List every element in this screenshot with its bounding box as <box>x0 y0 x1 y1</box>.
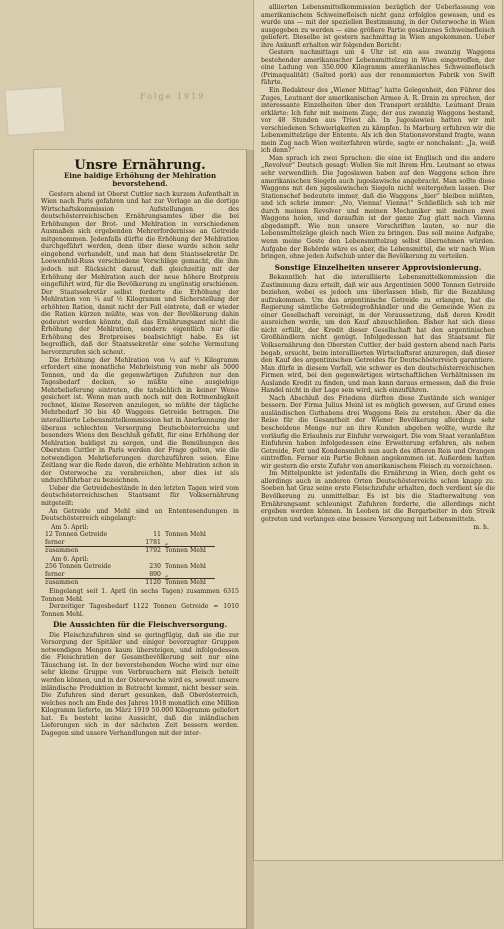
table-cell: 11 <box>153 531 161 539</box>
delivery-table-2 <box>45 556 239 587</box>
table-cell: Tonnen Mehl <box>165 531 206 539</box>
table-cell: 1781 <box>145 538 161 546</box>
table-cell: ferner <box>45 570 65 578</box>
clipping-gap <box>246 150 254 929</box>
table-sum-row <box>45 546 215 555</box>
right-clipping <box>254 0 502 860</box>
paragraph: Bekanntlich hat die interalliierte Lebensmittelkommission die Zustimmung dazu erteilt, daß wir aus Argentinien 5000 Tonnen Getreide beziehen, wobei es jedoch uns überlassen blieb, für die Bezahlung aufzukommen. Um das argentinische Getreide zu erlangen, hat die Regierung sämtliche Getreidegroßhändler und die Gemeinde Wien zu einer Gesellschaft vereinigt, in der Voraussetzung, daß deren Kredit ausreichen werde, um den Kauf abzuschließen. Bisher hat sich diese nicht erfüllt, der Kredit dieser Gesellschaft hat den argentinischen Großhändlern nicht genügt. Infolgedessen hat das Staatsamt für Volksernährung den Obersten Cuttler, der bald gestern abend nach Paris begab, ersucht, beim interalliierten Wirtschaftsrat anzuregen, daß dieser den Kauf des argentinischen Getreides für Deutschösterreich garantiere. Man dürfe in diesem Vorfall, wie schwer es den deutschösterreichischen Firmen wird, bei den gegenwärtigen wirtschaftlichen Verhältnissen im Auslande Kredit zu finden, und man kann daraus ermessen, daß die freie Handel nicht in der Lage sein wird, sich einzuführen. <box>261 274 495 395</box>
right-column <box>254 0 502 532</box>
table-row <box>45 571 239 579</box>
table-cell: „ <box>165 538 169 546</box>
tape-strip <box>4 86 65 136</box>
table-cell: zusammen <box>45 547 79 555</box>
left-clipping <box>34 150 246 928</box>
table-cell: „ <box>165 570 169 578</box>
section-heading: Die Aussichten für die Fleischversorgung. <box>52 620 228 630</box>
table-cell: 1120 <box>145 579 161 587</box>
paragraph: An Getreide und Mehl sind an Ententesendungen in Deutschösterreich eingelangt: <box>41 507 239 523</box>
table-sum-row <box>45 578 215 587</box>
delivery-table-1 <box>45 524 239 555</box>
author-signature: m. h. <box>473 524 489 532</box>
table-cell: zusammen <box>45 579 79 587</box>
paragraph: Gestern abend ist Oberst Cuttler nach kurzem Aufenthalt in Wien nach Paris gefahren und hat zur Vorlage an die dortige Wirtschaftskommission Aufstellungen des deutschösterreichischen Ernährungsamtes über die bei Erhöhungen der Brot- und Mehlration in verschiedenen Ausmaßen sich ergebenden Mehrerfordernisse an Getreide mitgenommen. Jedenfalls dürfte die Erhöhung der Mehlration durchgeführt werden, denn über diese wurde schon sehr eingehend verhandelt, und man hat dem Staatssekretär Dr. Loewenfeld-Russ verschiedene Vorschläge gemacht, die ihm jedoch mit Rücksicht darauf, daß gleichzeitig mit der Erhöhung der Mehlration auch der neue höhere Brotpreis eingeführt wird, für die Bevölkerung zu ungünstig erschienen. Der Staatssekretär selbst forderte die Erhöhung der Mehlration von ¼ auf ½ Kilogramm und Sicherstellung der erhöhten Ration, damit nicht der Fall eintrete, daß er wieder die Ration kürzen müßte, was von der Bevölkerung dahin gedeutet werden könnte, daß das Ernährungsamt nicht die Erhöhung der Mehlration, sondern eigentlich nur die Erhöhung des Brotpreises beabsichtigt habe. Es ist begreiflich, daß der Staatssekretär eine solche Vermutung hervorzurufen sich scheut. <box>41 190 239 357</box>
table-cell: 230 <box>149 563 161 571</box>
table-cell: 12 Tonnen Getreide <box>45 531 108 539</box>
left-column <box>34 150 246 737</box>
paragraph: Eingelangt seit 1. April (in sechs Tagen) zusammen 6315 Tonnen Mehl. <box>41 587 239 603</box>
table-cell: 890 <box>149 570 161 578</box>
paragraph: Ueber die Getreidebestände in den letzten Tagen wird vom deutschösterreichischen Staatsamt für Volksernährung mitgeteilt: <box>41 484 239 507</box>
paragraph: Die Erhöhung der Mehlration von ¼ auf ½ Kilogramm erfordert eine monatliche Mehrleistung von mehr als 5000 Tonnen, und da die gegenwärtigen Zufuhren nur den Tagesbedarf decken, so müßte eine ausgiebige Mehrbelieferung eintreten, die tatsächlich in keiner Weise gesichert ist. Wenn man auch noch mit den Rottmenbigkeit rechnet, kleine Reserven anzulegen, so müßte der tägliche Mehrbedarf 30 bis 40 Waggons Getreide betragen. Die interalliierte Lebensmittelkommission hat in Anerkennung der überaus schlechten Versorgung Deutschösterreichs und besonders Wiens den Beschluß gefaßt, für eine Erhöhung der Mehlration baldigst zu sorgen, und die Bemühungen des Obersten Cuttler in Paris werden der Frage gelten, wie die notwendigen Mehrlieferungen durchzuführen seien. Eine Zeitlang war die Rede davon, die erhöhte Mehlration schon in der Osterwoche zu verabreichen, aber dies ist als undurchführbar zu bezeichnen. <box>41 356 239 485</box>
table-cell: Tonnen Mehl <box>165 563 206 571</box>
table-date: Am 6. April: <box>51 555 89 563</box>
table-cell: 256 Tonnen Getreide <box>45 563 112 571</box>
paragraph: Ein Redakteur des „Wiener Mittag“ hatte Gelegenheit, den Führer des Zuges, Leutnant der amerikanischen Armee A. R. Drain zu sprechen, der interessante Einzelheiten über den Transport erzählte. Leutnant Drain erklärte: Ich fuhr mit meinem Zuge, der aus zwanzig Waggons bestand, vor 48 Stunden aus Triest ab. In Jugoslawien hatten wir mit verschiedenen Schwierigkeiten zu kämpfen. In Marburg erfuhren wir die Lebensmittelzüge der Entente. Als ich den Stationsvorstand fragte, wann mein Zug nach Wien weiterfahren würde, sagte er nonchalant: „Ja, weiß ich denn?“ <box>261 87 495 155</box>
table-cell: Tonnen Mehl <box>165 579 206 587</box>
paragraph: Man sprach ich zwei Sprachen: die eine ist Englisch und die andere „Revolver“ Deutsch gesagt: Wollen Sie mit Ihrem Hrn. Leutnant so etwas sehr verwendlich. Die Jugoslawen haben auf den Waggons schon ihre amerikanischen Siegeln auch jugoslawische angebracht. Man sollte diese Waggons mit den jugoslawischen Siegeln nicht weitergehen lassen. Der Stationschef bedeutete immer, daß die Waggons „hier“ bleiben müßten, und ich schrie immer: „No, Vienna! Vienna!“ Schließlich sah ich mir durch meinen Revolver und meinen Mechaniker mit meinen zwei Waggons holen, und daraufhin ist der ganze Zug glatt nach Vienna abgedampft. Wie nun unsere Vorschriften lauten, so nur die Lebensmittelzüge gleich nach Wien zu bringen. Das soll meine Aufgabe, wenn meine Geste den Lebensmittelzug selbst übernehmen würden. Aufgabe der Behörde wäre es aber, die Lebensmittel, die wir nach Wien bringen, ohne jeden Aufschub unter die Bevölkerung zu verteilen. <box>261 154 495 261</box>
table-row <box>45 531 239 539</box>
table-row <box>45 563 239 571</box>
paragraph: Derzeitiger Tagesbedarf 1122 Tonnen Getreide = 1010 Tonnen Mehl. <box>41 603 239 618</box>
paragraph: Gestern nachmittags um 4 Uhr ist ein aus zwanzig Waggons bestehender amerikanischer Lebensmittelzug in Wien eingetroffen, der eine Ladung von 350.000 Kilogramm amerikanisches Schweinefleisch (Primaqualität) (Salted pork) aus der renommierten Fabrik von Swift führte. <box>261 49 495 87</box>
paragraph: Im Mittelpunkte ist jedenfalls die Ernährung in Wien, doch geht es allerdings auch in anderen Orten Deutschösterreichs schon knapp zu. Soeben hat Graz seine erste Fleischzufuhr erhalten, doch verdient sie die Bevölkerung zu unmittelbar. Es ist bis die Stadterwaltung von Ernährungsamt schleunigst Zufuhren forderte, die allerdings nicht ergeben werden können. In Leoben ist die Bergarbeiter in den Streik getreten und verlangen eine bessere Versorgung mit Lebensmitteln. <box>261 470 495 523</box>
table-cell: 1792 <box>145 547 161 555</box>
section-heading: Sonstige Einzelheiten unserer Approvisionierung. <box>274 262 482 272</box>
paragraph: Nach Abschluß des Friedens dürften diese Zustände sich weniger bessern. Der Firma Julius Meinl ist es möglich gewesen, auf Grund eines ausländischen Guthabens drei Waggons Reis zu erstehen. Aber da die Reise für die Gesamtheit der Wiener Bevölkerung allerdings sehr bescheidene Menge nur an ihre Kunden abgeben wollte, wurde ihr vorläufig die Erlaubnis zur Einfuhr verweigert. Die vom Staat veranlaßten Einfuhren haben infolgedessen eine Erweiterung erfahren, als neben Getreide, Fett und Kondensmilch nun auch des öfteren Reis und Orangen eintreffen. Ferner ein Partie Bohnen angekommen ist. Außerdem hatten wir gestern die erste Zufuhr von amerikanischem Fleisch zu verzeichnen. <box>261 394 495 470</box>
table-row <box>45 539 239 547</box>
faint-header: Folge 1919 <box>140 92 206 101</box>
table-cell: Tonnen Mehl <box>165 547 206 555</box>
paragraph: alliierten Lebensmittelkommission bezüglich der Ueberlassung von amerikanischem Schweinefleisch nicht ganz erfolglos gewesen, und es wurde uns — mit der speziellen Bestimmung, in der Osterwoche in Wien ausgegeben zu werden — eine größere Partie gesalzenes Schweinefleisch geliefert. Dieselbe ist gestern nachmittag in Wien angekommen. Ueber ihre Ankunft erhalten wir folgenden Bericht: <box>261 4 495 49</box>
article-subtitle: Eine baldige Erhöhung der Mehlration bevorstehend. <box>63 170 217 188</box>
table-cell: ferner <box>45 538 65 546</box>
table-date: Am 5. April: <box>51 523 89 531</box>
article-title: Unsre Ernährung. <box>74 158 206 173</box>
paragraph: Die Fleischzufuhren sind so geringfügig, daß sie die zur Versorgung der Spitäler und einiger bevorzugter Gruppen notwendigen Mengen kaum übersteigen, und infolgedessen die Fleischration der Gesamtbevölkerung seit nur eine Täuschung ist. In der bevorstehenden Woche wird nur eine sehr kleine Gruppe von Verbrauchern mit Fleisch beteilt werden können, und in der Osterwoche wird es, soweit unsere inländische Produktion in Betracht kommt, nicht besser sein. Die Zufuhren sind derart gesunken, daß Oberösterreich, welches noch am Ende des Jahres 1918 monatlich eine Million Kilogramm lieferte, im März 1919 50.000 Kilogramm geliefert hat. Es besteht keine Aussicht, daß die inländischen Lieferungen sich in der nächsten Zeit bessern werden. Dagegen sind unsere Verhandlungen mit der inter- <box>41 631 239 737</box>
